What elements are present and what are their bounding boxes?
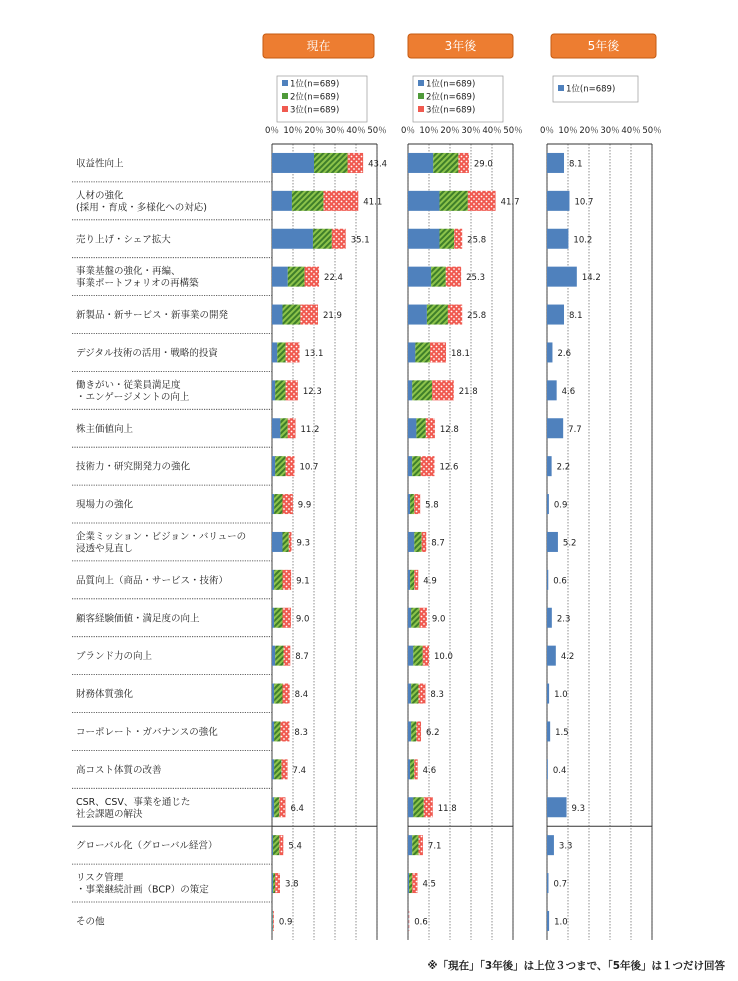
bar-total-label: 8.1 — [569, 159, 583, 170]
x-tick-label: 10％ — [283, 126, 303, 136]
bar-segment — [547, 153, 564, 173]
legend-label: 1位(n=689) — [566, 84, 616, 95]
bar-total-label: 43.4 — [368, 159, 388, 170]
bar-total-label: 18.1 — [451, 348, 470, 359]
x-tick-label: 0％ — [540, 126, 554, 136]
bar-total-label: 11.8 — [437, 803, 457, 814]
bar-segment — [408, 608, 411, 628]
bar-total-label: 13.1 — [304, 348, 324, 359]
bar-segment — [431, 267, 446, 287]
bar-segment — [300, 305, 318, 325]
bar-segment — [272, 684, 274, 704]
bar-segment — [272, 759, 274, 779]
bar-segment — [547, 911, 549, 931]
bar-segment — [427, 305, 448, 325]
bar-segment — [408, 342, 415, 362]
bar-total-label: 7.4 — [292, 765, 307, 776]
bar-segment — [419, 835, 423, 855]
bar-total-label: 5.4 — [288, 841, 302, 852]
x-tick-label: 50％ — [367, 126, 387, 136]
bar-total-label: 11.2 — [300, 424, 320, 435]
bar-total-label: 5.8 — [425, 500, 439, 511]
bar-segment — [410, 494, 414, 514]
bar-segment — [408, 305, 427, 325]
bar-segment — [410, 570, 414, 590]
bar-segment — [272, 873, 273, 893]
bar-total-label: 0.6 — [553, 576, 567, 587]
category-label: 働きがい・従業員満足度 — [76, 379, 181, 391]
bar-total-label: 8.1 — [569, 311, 583, 322]
bar-total-label: 6.2 — [426, 727, 440, 738]
bar-segment — [280, 418, 287, 438]
x-tick-label: 10％ — [419, 126, 439, 136]
category-label: 売り上げ・シェア拡大 — [76, 234, 171, 246]
bar-segment — [547, 570, 548, 590]
bar-segment — [286, 380, 298, 400]
bar-segment — [408, 797, 413, 817]
bar-segment — [426, 418, 435, 438]
bar-total-label: 8.7 — [431, 538, 445, 549]
x-tick-label: 10％ — [558, 126, 578, 136]
bar-segment — [413, 646, 422, 666]
bar-segment — [272, 342, 277, 362]
bar-segment — [283, 684, 290, 704]
category-label: 財務体質強化 — [76, 689, 134, 701]
category-label: 事業ポートフォリオの再構築 — [76, 278, 199, 290]
category-label: 社会課題の解決 — [76, 808, 143, 820]
bar-segment — [424, 797, 433, 817]
bar-segment — [273, 911, 274, 931]
bar-segment — [408, 759, 410, 779]
bar-segment — [547, 646, 556, 666]
category-label: 人材の強化 — [76, 190, 124, 202]
x-tick-label: 30％ — [461, 126, 481, 136]
bar-segment — [288, 418, 296, 438]
bar-segment — [275, 646, 283, 666]
category-label: ブランド力の向上 — [76, 651, 153, 663]
bar-total-label: 9.0 — [295, 614, 310, 625]
bar-segment — [412, 380, 432, 400]
category-label: 品質向上（商品・サービス・技術） — [76, 575, 229, 587]
bar-segment — [547, 721, 550, 741]
bar-segment — [458, 153, 469, 173]
bar-segment — [547, 380, 557, 400]
bar-segment — [408, 267, 431, 287]
bar-segment — [547, 494, 549, 514]
bar-segment — [446, 267, 461, 287]
x-tick-label: 50％ — [642, 126, 662, 136]
bar-segment — [277, 342, 285, 362]
category-label: 新製品・新サービス・新事業の開発 — [76, 310, 229, 322]
bar-segment — [279, 797, 285, 817]
bar-segment — [323, 191, 358, 211]
category-label: グローバル化（グローバル経営） — [76, 840, 218, 852]
category-label: 浸透や見直し — [76, 543, 134, 555]
bar-segment — [432, 380, 454, 400]
bar-total-label: 25.8 — [467, 235, 487, 246]
bar-segment — [272, 191, 292, 211]
x-tick-label: 20％ — [304, 126, 324, 136]
category-label: CSR、CSV、事業を通じた — [76, 796, 191, 808]
bar-segment — [274, 570, 282, 590]
legend-label: 2位(n=689) — [290, 92, 340, 103]
bar-total-label: 9.3 — [571, 803, 586, 814]
bar-segment — [421, 456, 435, 476]
bar-segment — [409, 911, 410, 931]
bar-total-label: 8.4 — [294, 690, 309, 701]
bar-segment — [280, 721, 289, 741]
bar-segment — [272, 153, 314, 173]
bar-total-label: 8.3 — [430, 690, 444, 701]
bar-segment — [547, 191, 569, 211]
bar-segment — [454, 229, 462, 249]
bar-segment — [547, 797, 567, 817]
bar-total-label: 35.1 — [350, 235, 370, 246]
category-label: 現場力の強化 — [76, 499, 134, 511]
bar-segment — [288, 267, 305, 287]
bar-segment — [272, 835, 273, 855]
x-tick-label: 40％ — [621, 126, 641, 136]
bar-total-label: 4.6 — [422, 765, 437, 776]
bar-total-label: 3.8 — [284, 879, 299, 890]
bar-segment — [408, 494, 410, 514]
bar-segment — [272, 380, 275, 400]
bar-segment — [547, 456, 552, 476]
bar-segment — [272, 532, 283, 552]
category-label: 事業基盤の強化・再編、 — [76, 266, 181, 278]
bar-total-label: 9.3 — [296, 538, 311, 549]
bar-segment — [283, 494, 293, 514]
bar-segment — [547, 342, 552, 362]
bar-total-label: 5.2 — [562, 538, 577, 549]
bar-segment — [292, 191, 324, 211]
bar-segment — [408, 380, 412, 400]
bar-segment — [332, 229, 346, 249]
bar-segment — [420, 608, 427, 628]
bar-total-label: 2.6 — [557, 348, 571, 359]
bar-segment — [272, 267, 288, 287]
bar-segment — [313, 229, 332, 249]
bar-segment — [547, 873, 548, 893]
bar-total-label: 0.9 — [278, 917, 293, 928]
panel-header-label: 3年後 — [444, 39, 477, 53]
x-tick-label: 0％ — [401, 126, 415, 136]
bar-segment — [272, 494, 274, 514]
bar-total-label: 10.2 — [573, 235, 593, 246]
bar-segment — [289, 532, 292, 552]
category-label: その他 — [76, 916, 105, 928]
legend-label: 1位(n=689) — [426, 79, 476, 90]
bar-total-label: 1.0 — [554, 917, 568, 928]
bar-segment — [408, 873, 409, 893]
bar-segment — [547, 608, 552, 628]
bar-total-label: 9.9 — [297, 500, 312, 511]
footnote: ※「現在」「3年後」は上位３つまで、「5年後」は１つだけ回答 — [427, 960, 725, 972]
bar-segment — [547, 305, 564, 325]
bar-segment — [547, 759, 548, 779]
bar-total-label: 1.0 — [554, 690, 568, 701]
x-tick-label: 40％ — [346, 126, 366, 136]
bar-segment — [272, 797, 274, 817]
bar-total-label: 4.6 — [561, 386, 576, 397]
bar-total-label: 25.8 — [467, 311, 487, 322]
bar-segment — [272, 229, 313, 249]
bar-total-label: 25.3 — [466, 273, 486, 284]
bar-total-label: 0.4 — [552, 765, 567, 776]
category-label: リスク管理 — [76, 872, 124, 884]
bar-segment — [416, 721, 421, 741]
bar-segment — [408, 418, 416, 438]
bar-segment — [274, 608, 282, 628]
bar-segment — [272, 911, 273, 931]
bar-total-label: 41.1 — [363, 197, 383, 208]
bar-segment — [411, 721, 416, 741]
bar-segment — [414, 494, 420, 514]
bar-segment — [414, 570, 418, 590]
x-tick-label: 40％ — [482, 126, 502, 136]
bar-segment — [272, 721, 274, 741]
bar-segment — [273, 873, 275, 893]
bar-total-label: 2.2 — [556, 462, 571, 473]
bar-total-label: 12.8 — [439, 424, 459, 435]
bar-segment — [547, 835, 554, 855]
bar-total-label: 10.7 — [299, 462, 319, 473]
bar-segment — [279, 835, 283, 855]
bar-total-label: 4.2 — [560, 652, 575, 663]
panel-header-label: 5年後 — [587, 39, 620, 53]
x-tick-label: 30％ — [600, 126, 620, 136]
legend-label: 3位(n=689) — [290, 105, 340, 116]
bar-segment — [547, 267, 577, 287]
bar-segment — [408, 835, 412, 855]
x-tick-label: 50％ — [503, 126, 523, 136]
bar-total-label: 2.3 — [556, 614, 571, 625]
bar-segment — [408, 456, 412, 476]
category-label: 収益性向上 — [76, 158, 124, 170]
legend-swatch — [282, 80, 288, 86]
x-tick-label: 0％ — [265, 126, 279, 136]
bar-segment — [272, 646, 275, 666]
bar-segment — [422, 532, 427, 552]
bar-segment — [408, 646, 413, 666]
x-tick-label: 20％ — [440, 126, 460, 136]
bar-total-label: 29.0 — [473, 159, 493, 170]
bar-total-label: 9.0 — [431, 614, 446, 625]
legend-swatch — [418, 93, 424, 99]
bar-total-label: 12.6 — [439, 462, 459, 473]
bar-segment — [414, 532, 421, 552]
category-label: 高コスト体質の改善 — [76, 764, 162, 776]
bar-segment — [410, 759, 414, 779]
bar-segment — [547, 684, 549, 704]
category-label: ・エンゲージメントの向上 — [76, 391, 190, 403]
bar-total-label: 1.5 — [555, 727, 569, 738]
bar-segment — [547, 418, 563, 438]
bar-total-label: 8.7 — [295, 652, 309, 663]
x-tick-label: 20％ — [579, 126, 599, 136]
legend-label: 3位(n=689) — [426, 105, 476, 116]
bar-total-label: 14.2 — [581, 273, 601, 284]
legend-swatch — [558, 85, 564, 91]
bar-segment — [440, 229, 455, 249]
bar-segment — [408, 229, 440, 249]
bar-total-label: 10.7 — [574, 197, 594, 208]
bar-segment — [448, 305, 462, 325]
bar-segment — [273, 835, 279, 855]
bar-total-label: 9.1 — [296, 576, 310, 587]
category-label: 技術力・研究開発力の強化 — [76, 461, 191, 473]
bar-segment — [272, 456, 275, 476]
bar-total-label: 0.7 — [553, 879, 568, 890]
bar-segment — [430, 342, 446, 362]
bar-total-label: 0.9 — [553, 500, 568, 511]
legend-label: 2位(n=689) — [426, 92, 476, 103]
bar-segment — [286, 342, 300, 362]
bar-segment — [274, 797, 279, 817]
bar-segment — [275, 380, 286, 400]
bar-segment — [468, 191, 496, 211]
bar-segment — [412, 456, 420, 476]
x-tick-label: 30％ — [325, 126, 345, 136]
bar-total-label: 21.9 — [322, 311, 342, 322]
bar-segment — [408, 684, 411, 704]
category-label: 顧客経験価値・満足度の向上 — [76, 613, 200, 625]
category-label: 株主価値向上 — [76, 423, 134, 435]
bar-total-label: 4.5 — [422, 879, 436, 890]
legend-label: 1位(n=689) — [290, 79, 340, 90]
category-label: デジタル技術の活用・戦略的投資 — [76, 347, 218, 359]
bar-segment — [408, 532, 414, 552]
bar-segment — [286, 456, 295, 476]
bar-segment — [348, 153, 364, 173]
bar-segment — [423, 646, 429, 666]
bar-total-label: 8.3 — [294, 727, 308, 738]
bar-segment — [547, 532, 558, 552]
bar-segment — [547, 229, 568, 249]
bar-total-label: 21.8 — [458, 386, 478, 397]
bar-segment — [284, 646, 291, 666]
bar-segment — [314, 153, 348, 173]
bar-segment — [414, 759, 417, 779]
bar-segment — [408, 153, 433, 173]
bar-total-label: 7.1 — [427, 841, 442, 852]
bar-total-label: 41.7 — [500, 197, 520, 208]
bar-segment — [416, 418, 425, 438]
bar-segment — [274, 759, 281, 779]
bar-segment — [419, 684, 426, 704]
bar-total-label: 7.7 — [568, 424, 582, 435]
bar-segment — [283, 608, 291, 628]
bar-segment — [272, 418, 280, 438]
category-label: 企業ミッション・ビジョン・バリューの — [76, 531, 247, 543]
category-label: (採用・育成・多様化への対応) — [76, 202, 207, 214]
category-label: コーポレート・ガバナンスの強化 — [76, 726, 218, 738]
bar-segment — [408, 721, 411, 741]
bar-segment — [412, 873, 417, 893]
bar-segment — [283, 570, 292, 590]
bar-segment — [275, 456, 286, 476]
bar-total-label: 6.4 — [290, 803, 304, 814]
bar-segment — [274, 494, 282, 514]
bar-segment — [440, 191, 468, 211]
bar-segment — [415, 342, 430, 362]
bar-total-label: 0.6 — [414, 917, 428, 928]
bar-segment — [275, 873, 280, 893]
bar-total-label: 4.9 — [423, 576, 437, 587]
legend-swatch — [282, 106, 288, 112]
bar-segment — [412, 835, 418, 855]
category-label: ・事業継続計画（BCP）の策定 — [76, 884, 209, 896]
bar-segment — [408, 570, 410, 590]
bar-segment — [274, 684, 282, 704]
bar-segment — [411, 608, 419, 628]
bar-segment — [272, 608, 274, 628]
bar-segment — [408, 191, 440, 211]
bar-total-label: 3.3 — [558, 841, 573, 852]
bar-segment — [281, 759, 287, 779]
bar-segment — [411, 684, 418, 704]
bar-segment — [283, 305, 301, 325]
legend-swatch — [282, 93, 288, 99]
bar-segment — [272, 305, 283, 325]
bar-segment — [305, 267, 319, 287]
bar-segment — [272, 570, 274, 590]
bar-segment — [283, 532, 289, 552]
bar-total-label: 12.3 — [302, 386, 322, 397]
bar-segment — [409, 873, 412, 893]
legend-swatch — [418, 106, 424, 112]
bar-total-label: 10.0 — [434, 652, 453, 663]
bar-total-label: 22.4 — [324, 273, 343, 284]
bar-segment — [413, 797, 424, 817]
panel-header-label: 現在 — [306, 39, 331, 53]
bar-segment — [433, 153, 458, 173]
bar-segment — [274, 721, 280, 741]
legend-swatch — [418, 80, 424, 86]
